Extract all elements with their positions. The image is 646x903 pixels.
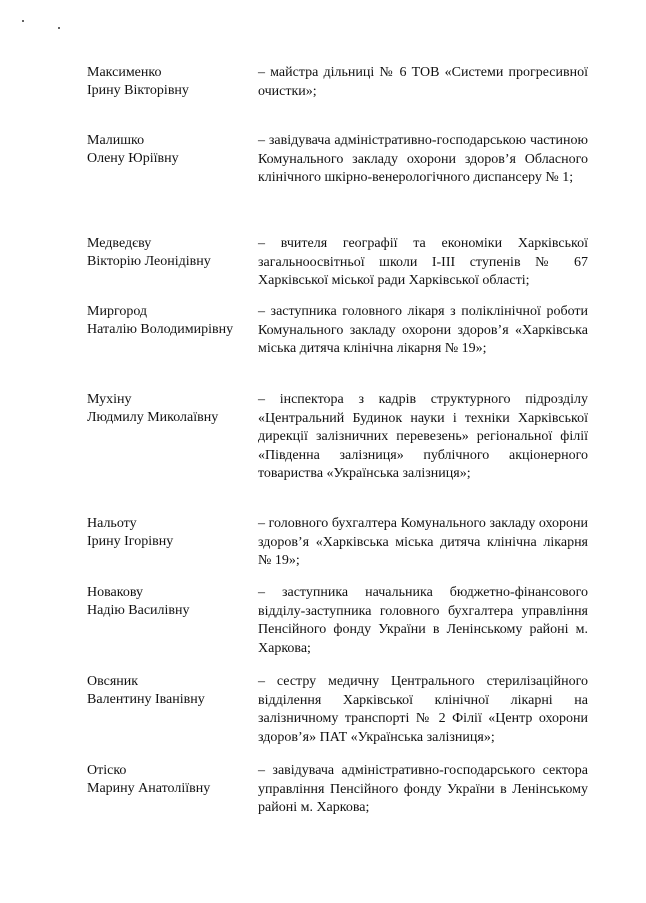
person-name	[87, 391, 247, 427]
person-position: – вчителя географії та економіки Харківської загальноосвітньої школи І-ІІІ ступенів № 67 Харківської міської ради Харківської області;	[258, 236, 588, 288]
person-given-name: Надію Василівну	[87, 603, 190, 618]
person-name	[87, 303, 247, 339]
scan-speck	[22, 20, 24, 22]
person-name	[87, 584, 247, 620]
person-surname: Нальоту	[87, 516, 137, 531]
person-name	[87, 673, 247, 709]
person-surname: Новакову	[87, 585, 143, 600]
person-surname: Малишко	[87, 133, 145, 148]
person-name	[87, 64, 247, 100]
person-given-name: Людмилу Миколаївну	[87, 410, 219, 425]
person-position: – заступника начальника бюджетно-фінансового відділу-заступника головного бухгалтера управління Пенсійного фонду України в Ленінському районі м. Харкова;	[258, 585, 588, 656]
person-surname: Овсяник	[87, 674, 139, 689]
person-name	[87, 515, 247, 551]
person-position: – завідувача адміністративно-господарською частиною Комунального закладу охорони здоров’я Обласного клінічного шкірно-венерологічного диспансеру № 1;	[258, 133, 588, 185]
person-given-name: Марину Анатоліївну	[87, 781, 211, 796]
scan-speck	[58, 27, 60, 29]
person-surname: Медведєву	[87, 236, 152, 251]
person-given-name: Ірину Вікторівну	[87, 83, 189, 98]
person-position: – сестру медичну Центрального стерилізаційного відділення Харківської клінічної лікарні на залізничному транспорті № 2 Філії «Центр охорони здоров’я» ПАТ «Українська залізниця»;	[258, 674, 588, 745]
person-position: – завідувача адміністративно-господарського сектора управління Пенсійного фонду України в Ленінському районі м. Харкова;	[258, 763, 588, 815]
person-name	[87, 762, 247, 798]
person-surname: Миргород	[87, 304, 148, 319]
person-name	[87, 235, 247, 271]
person-given-name: Вікторію Леонідівну	[87, 254, 211, 269]
person-position: – майстра дільниці № 6 ТОВ «Системи прогресивної очистки»;	[258, 65, 588, 99]
person-surname: Отіско	[87, 763, 127, 778]
person-position: – головного бухгалтера Комунального закладу охорони здоров’я «Харківська міська дитяча клінічна лікарня № 19»;	[258, 516, 588, 568]
person-given-name: Валентину Іванівну	[87, 692, 205, 707]
person-position: – інспектора з кадрів структурного підрозділу «Центральний Будинок науки і техніки Харківської дирекції залізничних перевезень» регіональної філії «Південна залізниця» публічного акціонерного товариства «Українська залізниця»;	[258, 392, 588, 481]
person-name	[87, 132, 247, 168]
person-surname: Мухіну	[87, 392, 132, 407]
person-given-name: Наталію Володимирівну	[87, 322, 234, 337]
person-surname: Максименко	[87, 65, 162, 80]
person-given-name: Олену Юріївну	[87, 151, 179, 166]
person-position: – заступника головного лікаря з поліклінічної роботи Комунального закладу охорони здоров’я «Харківська міська дитяча клінічна лікарня № 19»;	[258, 304, 588, 356]
person-given-name: Ірину Ігорівну	[87, 534, 174, 549]
